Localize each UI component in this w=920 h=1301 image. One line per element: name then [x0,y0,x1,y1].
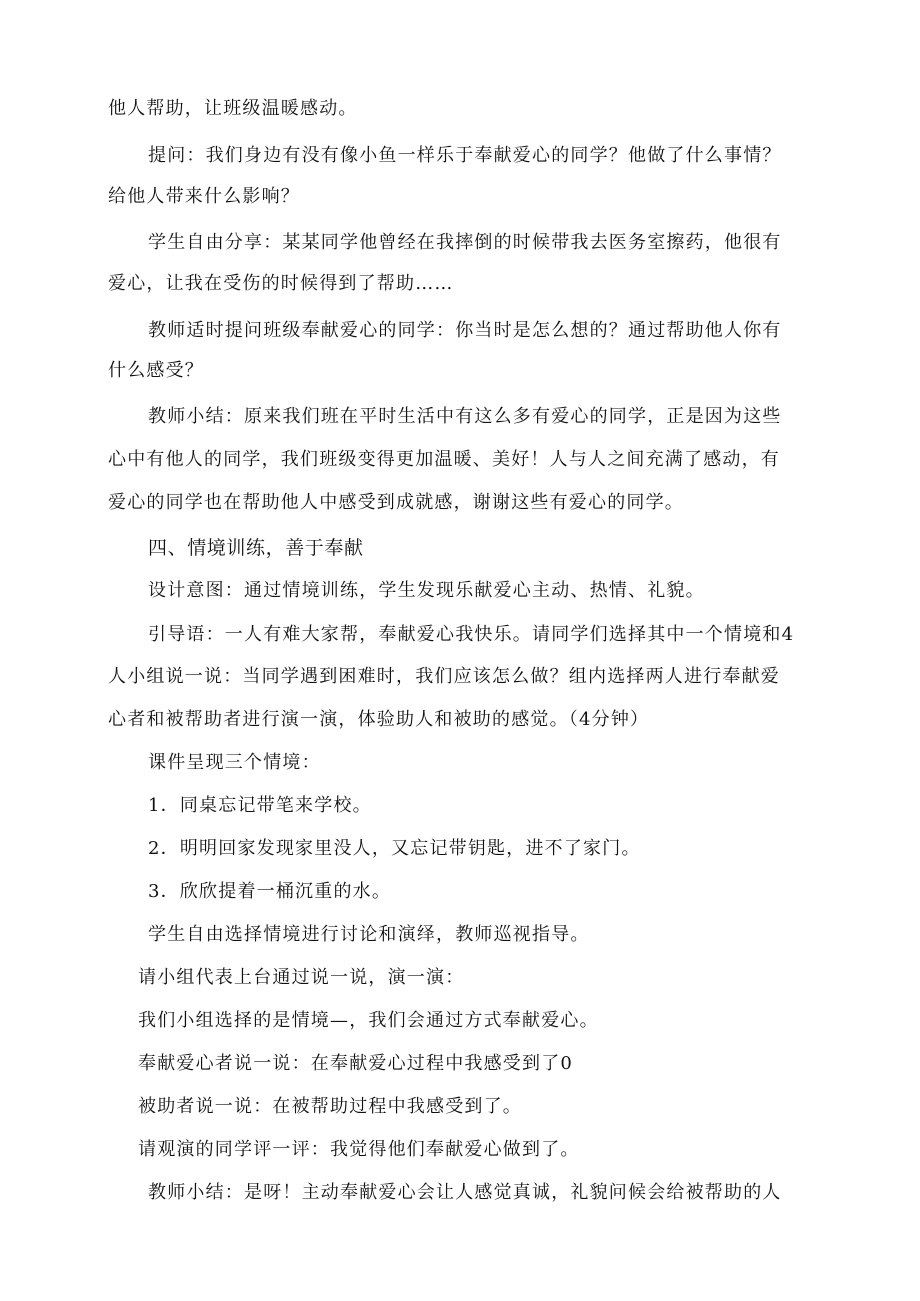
paragraph-line: 教师小结：是呀！主动奉献爱心会让人感觉真诚，礼貌问候会给被帮助的人 [148,1182,782,1203]
paragraph-line: 心者和被帮助者进行演一演，体验助人和被助的感觉。（4分钟） [108,709,650,730]
paragraph-line: 奉献爱心者说一说：在奉献爱心过程中我感受到了0 [138,1053,574,1074]
paragraph-line: 请观演的同学评一评：我觉得他们奉献爱心做到了。 [138,1139,580,1160]
paragraph-line: 学生自由选择情境进行讨论和演绎，教师巡视指导。 [148,924,590,945]
paragraph-line: 心中有他人的同学，我们班级变得更加温暖、美好！人与人之间充满了感动，有 [108,449,780,470]
paragraph-line: 教师适时提问班级奉献爱心的同学：你当时是怎么想的？通过帮助他人你有 [148,320,782,341]
paragraph-line: 什么感受？ [108,360,204,381]
paragraph-line: 给他人带来什么影响？ [108,186,300,207]
paragraph-line: 爱心，让我在受伤的时候得到了帮助…… [108,273,454,294]
paragraph-line: 课件呈现三个情境： [148,752,321,773]
paragraph-line: 设计意图：通过情境训练，学生发现乐献爱心主动、热情、礼貌。 [148,580,705,601]
section-heading: 四、情境训练，善于奉献 [148,537,364,559]
paragraph-line: 请小组代表上台通过说一说，演一演： [138,967,465,988]
paragraph-line: 被助者说一说：在被帮助过程中我感受到了。 [138,1096,522,1117]
paragraph-line: 学生自由分享：某某同学他曾经在我摔倒的时候带我去医务室擦药，他很有 [148,232,782,253]
paragraph-line: 我们小组选择的是情境—，我们会通过方式奉献爱心。 [138,1010,599,1031]
paragraph-line: 他人帮助，让班级温暖感动。 [108,98,358,119]
paragraph-line: 爱心的同学也在帮助他人中感受到成就感，谢谢这些有爱心的同学。 [108,492,684,513]
list-item: 2．明明回家发现家里没人，又忘记带钥匙，进不了家门。 [148,838,641,859]
list-item: 1．同桌忘记带笔来学校。 [148,795,372,816]
paragraph-line: 人小组说一说：当同学遇到困难时，我们应该怎么做？组内选择两人进行奉献爱 [108,666,780,687]
paragraph-line: 提问：我们身边有没有像小鱼一样乐于奉献爱心的同学？他做了什么事情？ [148,145,782,166]
list-item: 3．欣欣提着一桶沉重的水。 [148,881,392,902]
paragraph-line: 引导语：一人有难大家帮，奉献爱心我快乐。请同学们选择其中一个情境和4 [148,624,795,645]
paragraph-line: 教师小结：原来我们班在平时生活中有这么多有爱心的同学，正是因为这些 [148,406,782,427]
